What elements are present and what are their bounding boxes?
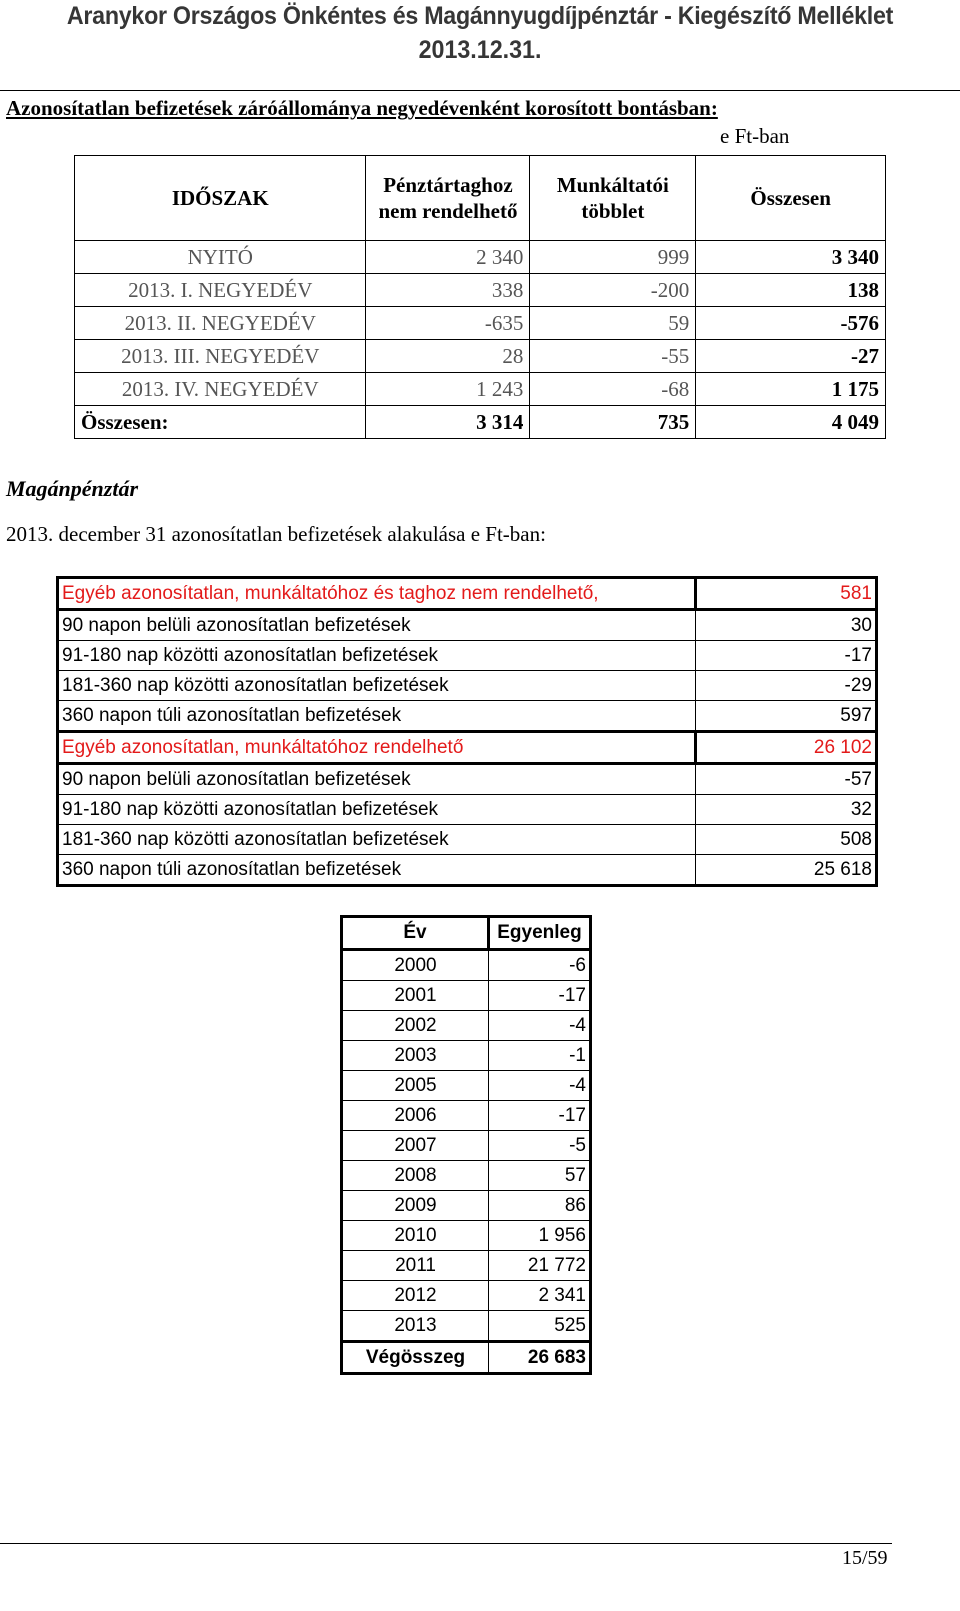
year-cell: 2010 [342, 1221, 489, 1251]
member-cell: 1 243 [366, 373, 530, 406]
member-cell: 338 [366, 274, 530, 307]
table-total-row [342, 1342, 591, 1374]
group-value: 26 102 [696, 732, 877, 764]
yearly-balance-table [340, 915, 592, 1375]
member-cell: -635 [366, 307, 530, 340]
period-cell: 2013. I. NEGYEDÉV [75, 274, 366, 307]
header-title: Aranykor Országos Önkéntes és Magánnyugdíjpénztár - Kiegészítő Melléklet [66, 2, 894, 30]
header-rule [0, 90, 960, 91]
row-value: 597 [696, 701, 877, 732]
total-cell: 4 049 [696, 406, 886, 439]
employer-cell: -200 [530, 274, 696, 307]
member-cell: 28 [366, 340, 530, 373]
table-row [342, 1281, 591, 1311]
balance-cell: 57 [489, 1161, 591, 1191]
employer-cell: -68 [530, 373, 696, 406]
period-cell: 2013. II. NEGYEDÉV [75, 307, 366, 340]
group-label: Egyéb azonosítatlan, munkáltatóhoz rendelhető [58, 732, 696, 764]
balance-cell: -17 [489, 1101, 591, 1131]
row-label: 360 napon túli azonosítatlan befizetések [58, 701, 696, 732]
table-row [75, 373, 886, 406]
table-row [58, 764, 877, 795]
row-label: 90 napon belüli azonosítatlan befizetések [58, 764, 696, 795]
table-row [58, 825, 877, 855]
balance-cell: -4 [489, 1011, 591, 1041]
page-number: 15/59 [842, 1547, 888, 1569]
column-header: Pénztártaghoz nem rendelhető [366, 156, 530, 241]
total-cell: -27 [696, 340, 886, 373]
table-header-row [75, 156, 886, 241]
table-row [342, 1071, 591, 1101]
group-label: Egyéb azonosítatlan, munkáltatóhoz és taghoz nem rendelhető, [58, 578, 696, 610]
table-row [75, 340, 886, 373]
table-row [58, 641, 877, 671]
column-header: Egyenleg [489, 917, 591, 950]
table-row [342, 1161, 591, 1191]
table-row [342, 1221, 591, 1251]
row-value: -57 [696, 764, 877, 795]
table-row [342, 1251, 591, 1281]
table-row [342, 981, 591, 1011]
balance-cell: -1 [489, 1041, 591, 1071]
period-cell: Összesen: [75, 406, 366, 439]
row-value: -17 [696, 641, 877, 671]
unit-label: e Ft-ban [720, 124, 790, 148]
period-cell: 2013. IV. NEGYEDÉV [75, 373, 366, 406]
fund-label: Magánpénztár [6, 476, 139, 501]
total-label: Végösszeg [342, 1342, 489, 1374]
row-label: 181-360 nap közötti azonosítatlan befizetések [58, 825, 696, 855]
row-value: 32 [696, 795, 877, 825]
balance-cell: 2 341 [489, 1281, 591, 1311]
row-label: 91-180 nap közötti azonosítatlan befizetések [58, 795, 696, 825]
member-cell: 2 340 [366, 241, 530, 274]
column-header: Összesen [696, 156, 886, 241]
group-header-row [58, 732, 877, 764]
year-cell: 2012 [342, 1281, 489, 1311]
balance-cell: -4 [489, 1071, 591, 1101]
balance-cell: 525 [489, 1311, 591, 1342]
row-label: 360 napon túli azonosítatlan befizetések [58, 855, 696, 886]
year-cell: 2001 [342, 981, 489, 1011]
balance-cell: 86 [489, 1191, 591, 1221]
table-row [342, 1131, 591, 1161]
table-row [342, 1011, 591, 1041]
table-row [58, 795, 877, 825]
table-row [75, 274, 886, 307]
balance-cell: -6 [489, 950, 591, 981]
balance-cell: -5 [489, 1131, 591, 1161]
column-header: IDŐSZAK [75, 156, 366, 241]
table-row [342, 1041, 591, 1071]
employer-cell: 735 [530, 406, 696, 439]
table-total-row [75, 406, 886, 439]
year-cell: 2002 [342, 1011, 489, 1041]
row-label: 91-180 nap közötti azonosítatlan befizetések [58, 641, 696, 671]
group-header-row [58, 578, 877, 610]
quarterly-balance-table [74, 155, 886, 439]
unidentified-payments-table [56, 576, 878, 887]
total-balance: 26 683 [489, 1342, 591, 1374]
year-cell: 2011 [342, 1251, 489, 1281]
footer-rule [0, 1543, 892, 1544]
table-row [342, 1191, 591, 1221]
table-row [58, 671, 877, 701]
year-cell: 2009 [342, 1191, 489, 1221]
column-header: Év [342, 917, 489, 950]
table-row [58, 701, 877, 732]
header-date: 2013.12.31. [418, 36, 542, 64]
year-cell: 2008 [342, 1161, 489, 1191]
row-label: 90 napon belüli azonosítatlan befizetések [58, 610, 696, 641]
row-value: -29 [696, 671, 877, 701]
table-header-row [342, 917, 591, 950]
balance-cell: -17 [489, 981, 591, 1011]
year-cell: 2003 [342, 1041, 489, 1071]
row-value: 508 [696, 825, 877, 855]
table-row [342, 1101, 591, 1131]
table-row [75, 307, 886, 340]
year-cell: 2000 [342, 950, 489, 981]
section2-title: 2013. december 31 azonosítatlan befizetések alakulása e Ft-ban: [6, 522, 546, 546]
table-row [58, 610, 877, 641]
balance-cell: 21 772 [489, 1251, 591, 1281]
period-cell: NYITÓ [75, 241, 366, 274]
employer-cell: 59 [530, 307, 696, 340]
section1-title: Azonosítatlan befizetések záróállománya negyedévenként korosított bontásban: [6, 96, 718, 120]
employer-cell: -55 [530, 340, 696, 373]
table-row [58, 855, 877, 886]
row-value: 30 [696, 610, 877, 641]
column-header: Munkáltatói többlet [530, 156, 696, 241]
row-label: 181-360 nap közötti azonosítatlan befizetések [58, 671, 696, 701]
year-cell: 2006 [342, 1101, 489, 1131]
table-row [75, 241, 886, 274]
row-value: 25 618 [696, 855, 877, 886]
balance-cell: 1 956 [489, 1221, 591, 1251]
year-cell: 2013 [342, 1311, 489, 1342]
table-row [342, 950, 591, 981]
total-cell: -576 [696, 307, 886, 340]
member-cell: 3 314 [366, 406, 530, 439]
table-row [342, 1311, 591, 1342]
total-cell: 138 [696, 274, 886, 307]
total-cell: 1 175 [696, 373, 886, 406]
period-cell: 2013. III. NEGYEDÉV [75, 340, 366, 373]
total-cell: 3 340 [696, 241, 886, 274]
employer-cell: 999 [530, 241, 696, 274]
year-cell: 2005 [342, 1071, 489, 1101]
year-cell: 2007 [342, 1131, 489, 1161]
group-value: 581 [696, 578, 877, 610]
